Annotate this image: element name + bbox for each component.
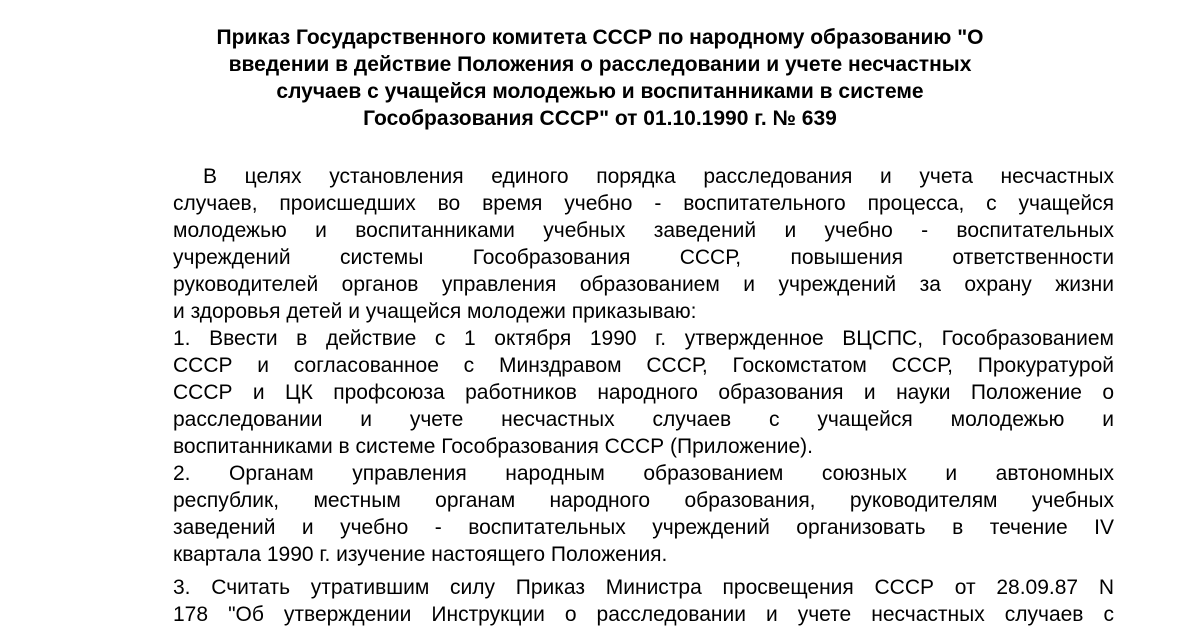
text-line: 1. Ввести в действие с 1 октября 1990 г. утвержденное ВЦСПС, Гособразованием	[173, 327, 1114, 350]
title-line: введении в действие Положения о расследовании и учете несчастных	[228, 53, 972, 76]
text-line: учреждений системы Гособразования СССР, повышения ответственности	[173, 246, 1114, 269]
order-item-2	[173, 460, 1114, 568]
text-line: 3. Считать утратившим силу Приказ Министра просвещения СССР от 28.09.87 N	[173, 576, 1114, 599]
text-line: 2. Органам управления народным образованием союзных и автономных	[173, 462, 1114, 485]
title-line: Приказ Государственного комитета СССР по народному образованию "О	[216, 26, 984, 49]
text-line: расследовании и учете несчастных случаев с учащейся молодежью и	[173, 408, 1114, 431]
order-item-1	[173, 325, 1114, 460]
preamble-paragraph	[173, 163, 1114, 325]
text-line: квартала 1990 г. изучение настоящего Положения.	[173, 543, 668, 566]
text-line: случаев, происшедших во время учебно - воспитательного процесса, с учащейся	[173, 192, 1114, 215]
title-line: Гособразования СССР" от 01.10.1990 г. № 639	[363, 107, 837, 130]
text-line: СССР и ЦК профсоюза работников народного образования и науки Положение о	[173, 381, 1114, 404]
text-line: 178 "Об утверждении Инструкции о расследовании и учете несчастных случаев с	[173, 603, 1114, 626]
text-line: и здоровья детей и учащейся молодежи приказываю:	[173, 300, 697, 323]
text-line: СССР и согласованное с Минздравом СССР, Госкомстатом СССР, Прокуратурой	[173, 354, 1114, 377]
text-line: руководителей органов управления образованием и учреждений за охрану жизни	[173, 273, 1114, 296]
text-line: воспитанниками в системе Гособразования СССР (Приложение).	[173, 435, 813, 458]
order-item-3	[173, 574, 1114, 628]
text-line: молодежью и воспитанниками учебных заведений и учебно - воспитательных	[173, 219, 1114, 242]
document-body	[173, 163, 1114, 628]
text-line: заведений и учебно - воспитательных учреждений организовать в течение IV	[173, 516, 1114, 539]
title-line: случаев с учащейся молодежью и воспитанниками в системе	[276, 80, 924, 103]
text-line: республик, местным органам народного образования, руководителям учебных	[173, 489, 1114, 512]
text-line: В целях установления единого порядка расследования и учета несчастных	[203, 165, 1114, 188]
document-title	[180, 24, 1020, 132]
